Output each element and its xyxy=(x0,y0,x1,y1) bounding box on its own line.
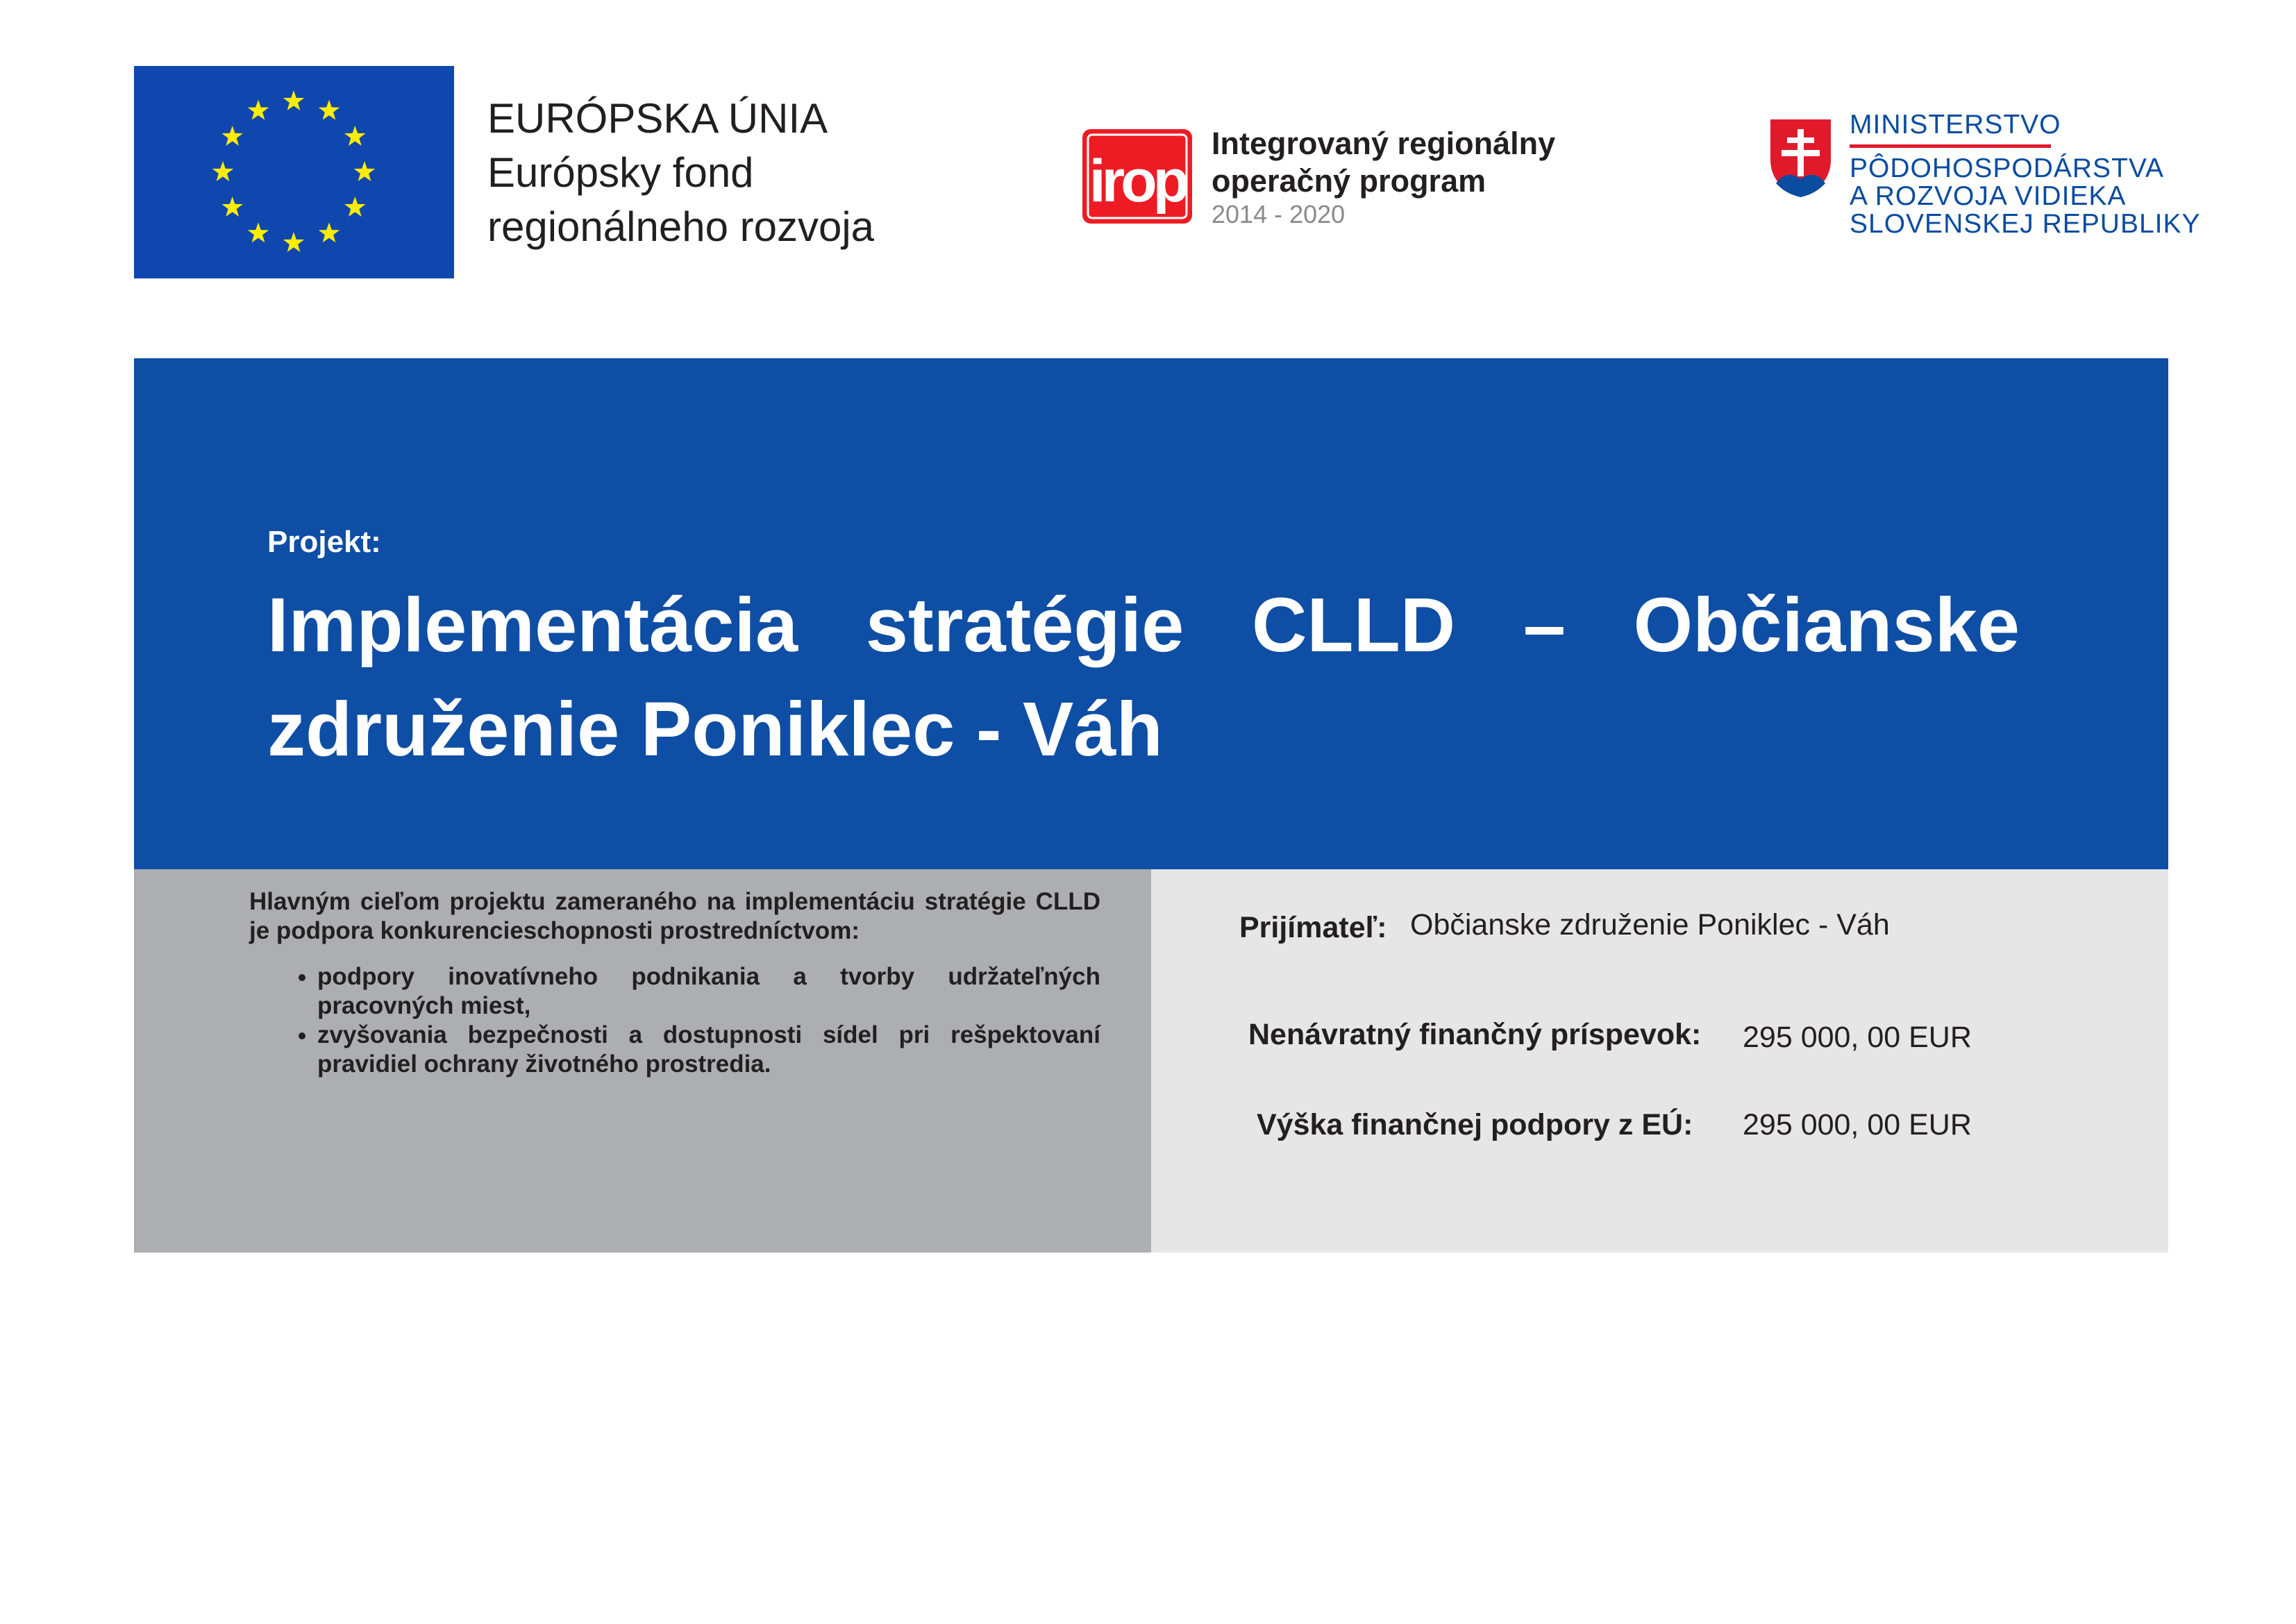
ministry-label xyxy=(1850,111,2201,238)
ministry-divider xyxy=(1850,144,2051,148)
goal-bullet: • zvyšovania bezpečnosti a dostupnosti sídel pri rešpektovaní pravidiel ochrany životného prostredia. xyxy=(317,1021,1100,1079)
irop-logo xyxy=(1082,129,1192,224)
eu-star-icon xyxy=(248,100,269,120)
eu-star-icon xyxy=(248,222,269,242)
details-panel xyxy=(1151,869,2168,1253)
ministry-line-2: PÔDOHOSPODÁRSTVA xyxy=(1850,153,2165,183)
ministry-line-4: SLOVENSKEJ REPUBLIKY xyxy=(1850,209,2201,239)
eu-line-3: regionálneho rozvoja xyxy=(487,203,875,250)
eu-stars xyxy=(134,66,454,278)
eu-fund-label xyxy=(487,92,874,254)
eu-line-2: Európsky fond xyxy=(487,149,754,196)
project-banner xyxy=(134,358,2168,869)
goal-list xyxy=(249,962,1100,1079)
recipient-row xyxy=(1239,908,1890,945)
irop-program-label xyxy=(1212,125,1555,229)
irop-line-2: operačný program xyxy=(1212,163,1486,199)
grant-value: 295 000, 00 EUR xyxy=(1743,1021,1972,1054)
recipient-value: Občianske združenie Poniklec - Váh xyxy=(1410,908,1890,941)
eu-star-icon xyxy=(319,100,340,120)
irop-logo-text: irop xyxy=(1089,148,1186,215)
eu-star-icon xyxy=(221,196,242,217)
ministry-line-3: A ROZVOJA VIDIEKA xyxy=(1850,181,2127,211)
slovak-coat-of-arms-icon xyxy=(1768,117,1834,199)
goal-intro: Hlavným cieľom projektu zameraného na implementáciu stratégie CLLD je podpora konkurencieschopnosti prostredníctvom: xyxy=(249,888,1100,944)
goal-text xyxy=(249,887,1100,1079)
eu-star-icon xyxy=(212,161,233,181)
grant-row xyxy=(1248,1018,1972,1054)
irop-logo-icon xyxy=(1082,129,1192,224)
eu-star-icon xyxy=(283,232,304,252)
eu-support-value: 295 000, 00 EUR xyxy=(1743,1108,1972,1141)
eu-star-icon xyxy=(319,222,340,242)
eu-star-icon xyxy=(283,90,304,110)
goal-bullet: • podpory inovatívneho podnikania a tvorby udržateľných pracovných miest, xyxy=(317,962,1100,1021)
irop-years: 2014 - 2020 xyxy=(1212,200,1346,228)
eu-star-icon xyxy=(221,126,242,146)
ministry-line-1: MINISTERSTVO xyxy=(1850,110,2061,140)
eu-star-icon xyxy=(344,196,365,217)
eu-flag-icon xyxy=(134,66,454,278)
project-label: Projekt: xyxy=(267,525,381,559)
project-title: Implementácia stratégie CLLD – Občianske združenie Poniklec - Váh xyxy=(267,583,2020,772)
grant-label: Nenávratný finančný príspevok: xyxy=(1248,1018,1702,1051)
eu-line-1: EURÓPSKA ÚNIA xyxy=(487,95,828,142)
irop-line-1: Integrovaný regionálny xyxy=(1212,126,1556,161)
eu-star-icon xyxy=(344,126,365,146)
goal-panel xyxy=(134,869,1151,1253)
recipient-label: Prijímateľ: xyxy=(1239,911,1387,944)
eu-support-label: Výška finančnej podpory z EÚ: xyxy=(1257,1108,1693,1141)
eu-support-row xyxy=(1257,1108,1972,1142)
eu-star-icon xyxy=(354,161,375,181)
